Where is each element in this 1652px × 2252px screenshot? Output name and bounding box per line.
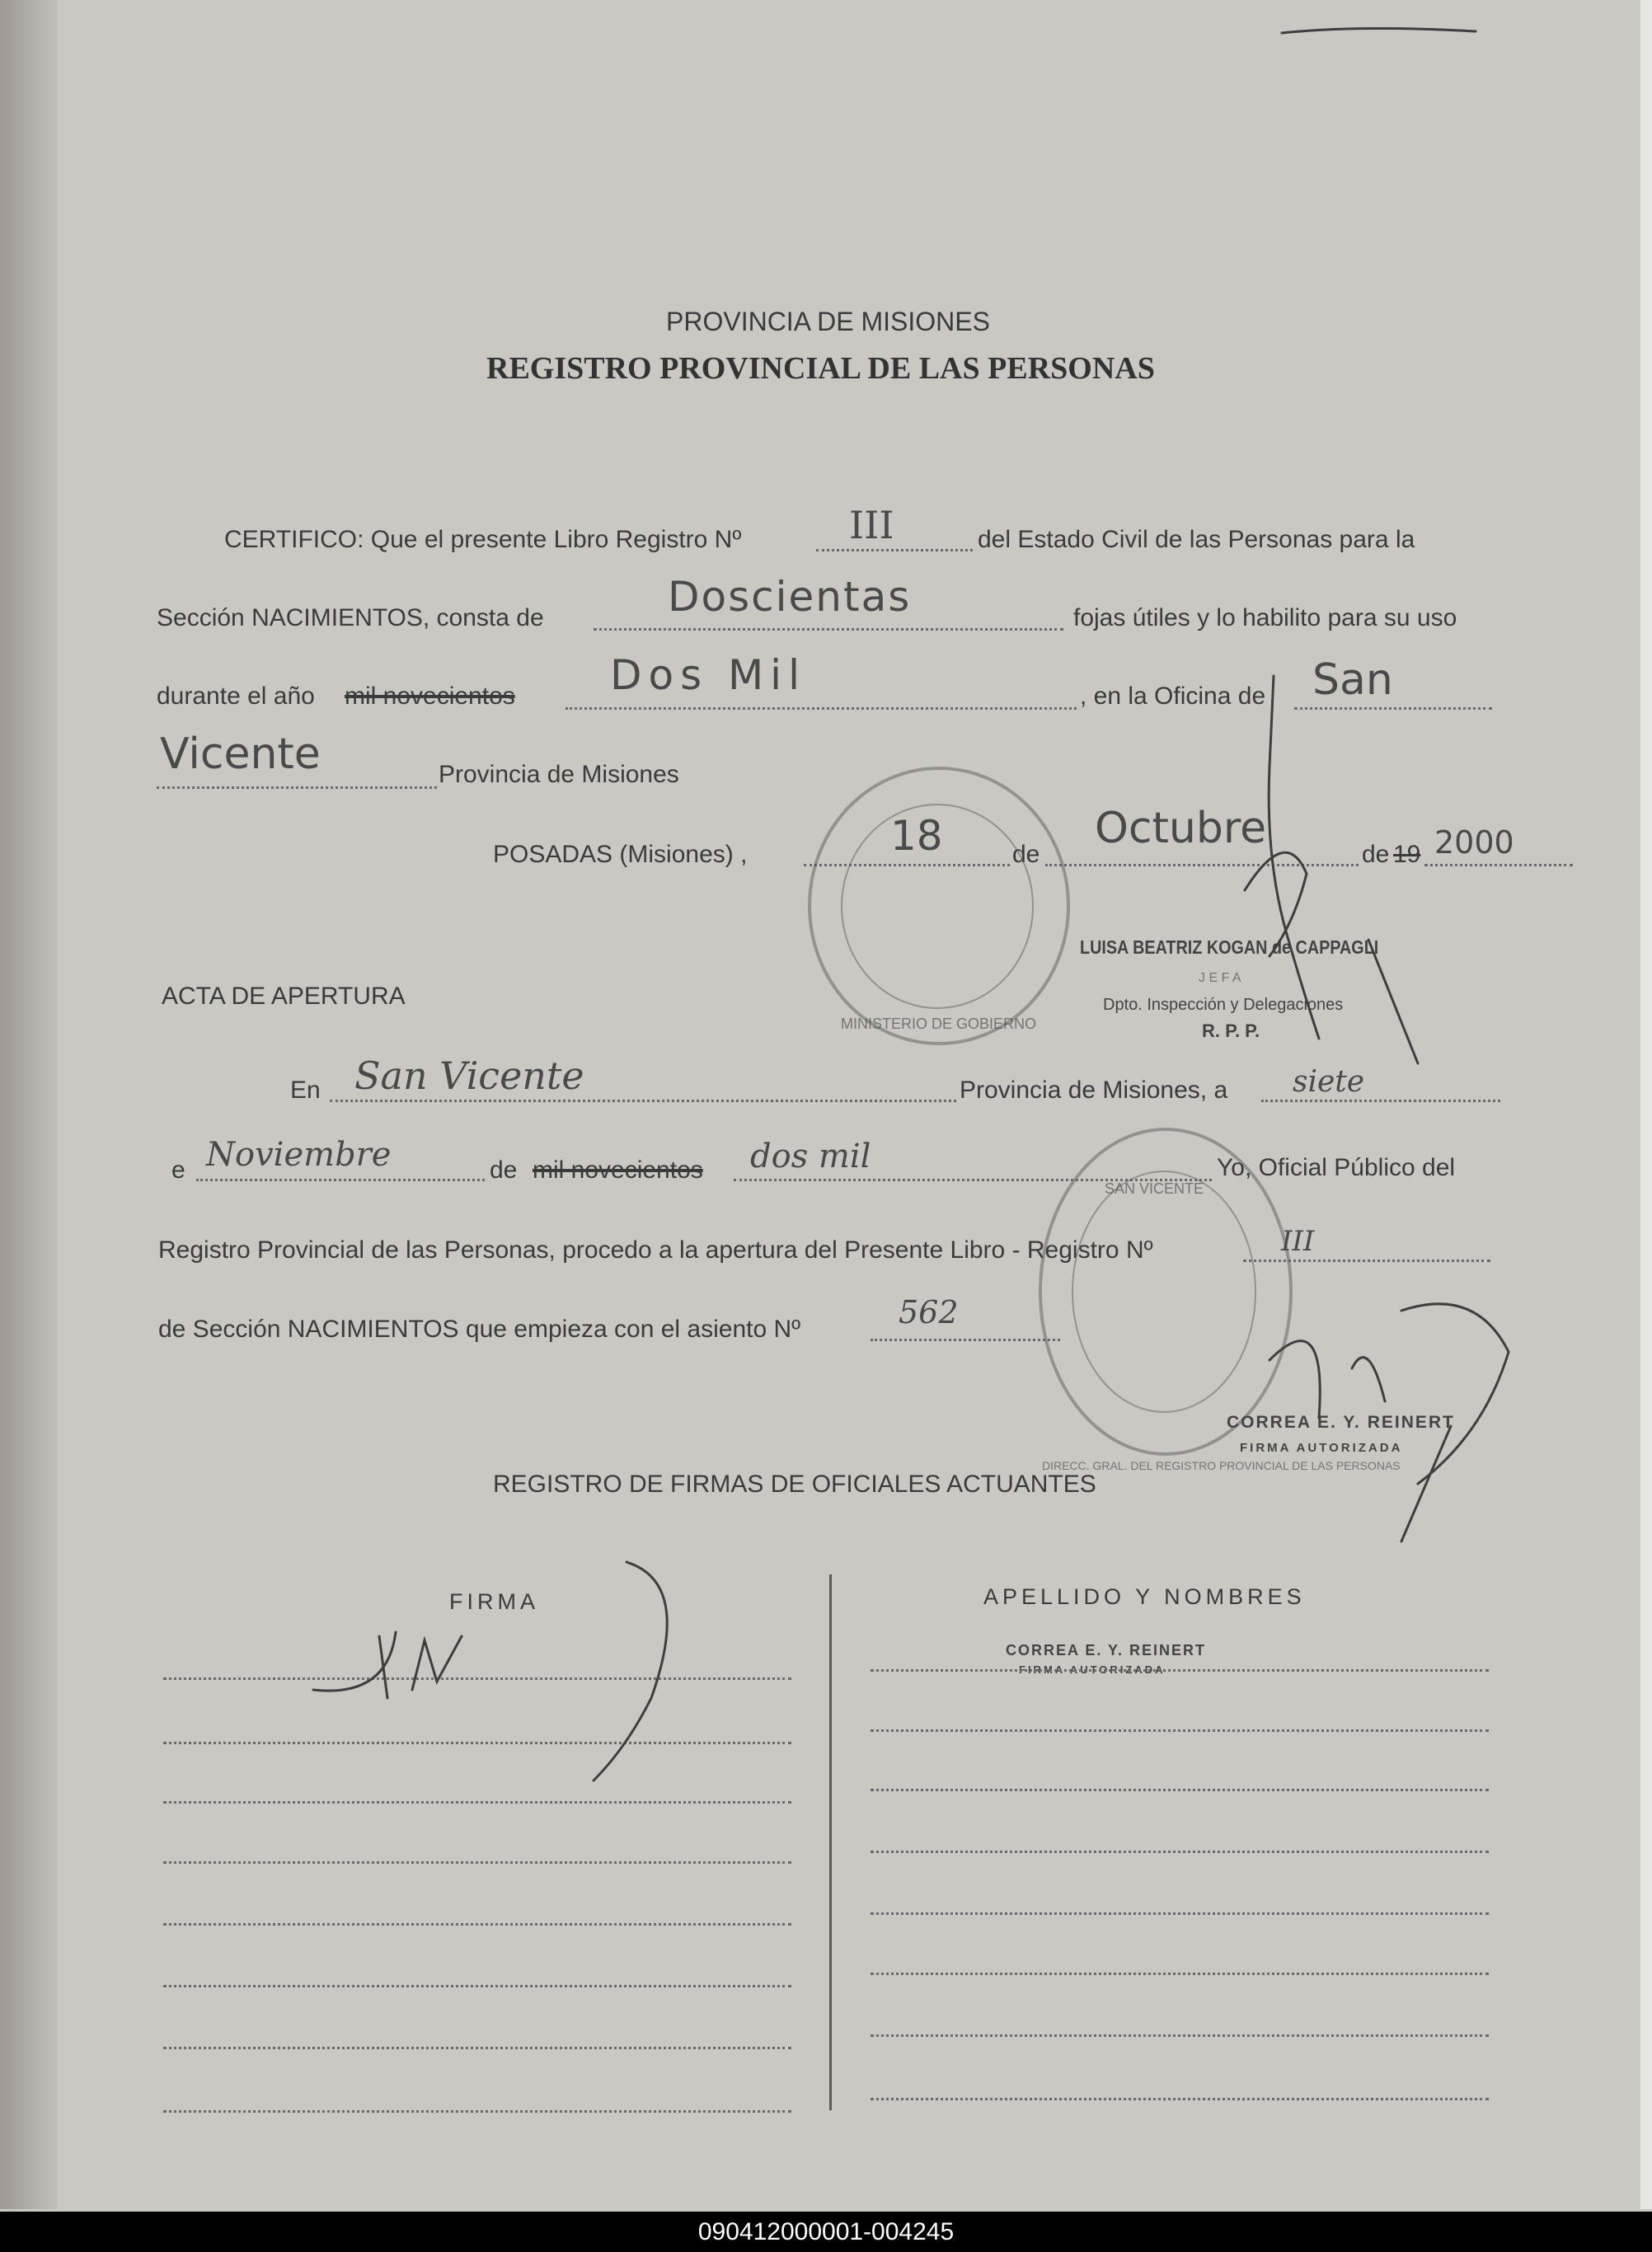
acta-registro-value: III [1281,1225,1315,1258]
office-value-b: Vicente [160,730,321,779]
acta-title: ACTA DE APERTURA [162,983,406,1010]
cert-line3-prefix: durante el año [157,683,315,710]
registry-title: REGISTRO PROVINCIAL DE LAS PERSONAS [486,351,1155,386]
acta-month-value: Noviembre [206,1136,392,1174]
signature-upper-hook [1245,852,1307,956]
official-name-stamp: LUISA BEATRIZ KOGAN de CAPPAGLI [1080,936,1379,958]
year-value: 2000 [1434,824,1514,861]
signer-stamp-caption: FIRMA AUTORIZADA [1240,1441,1403,1455]
cert-line2-suffix: fojas útiles y lo habilito para su uso [1073,604,1457,631]
acta-en: En [290,1077,321,1104]
acta-line4: de Sección NACIMIENTOS que empieza con el asiento Nº [158,1316,801,1343]
year-written-value: Dos Mil [610,651,806,699]
office-value-a: San [1312,655,1393,705]
cert-line2-prefix: Sección NACIMIENTOS, consta de [157,604,544,631]
official-role-stamp: J E F A [1199,971,1241,985]
acta-asiento-value: 562 [899,1294,959,1330]
acta-year-value: dos mil [750,1138,871,1175]
province-title: PROVINCIA DE MISIONES [666,307,990,336]
official-dept-stamp: Dpto. Inspección y Delegaciones [1103,996,1344,1014]
acta-place-value: San Vicente [354,1053,584,1098]
round-stamp-office: SAN VICENTE [1105,1180,1204,1197]
acta-de-mil: de [490,1156,518,1184]
signature-lower-tail [1401,1426,1451,1541]
cert-line1-prefix: CERTIFICO: Que el presente Libro Registro Nº [224,526,742,553]
date-de-2: de [1362,841,1390,868]
acta-yo: Yo, Oficial Público del [1217,1154,1456,1181]
signatures-title: REGISTRO DE FIRMAS DE OFICIALES ACTUANTES [493,1471,1096,1498]
round-stamp-inner-text: MINISTERIO DE GOBIERNO [841,1016,1037,1032]
signature-long-vertical [1269,676,1319,1039]
official-rpp-stamp: R. P. P. [1202,1020,1260,1041]
acta-line3: Registro Provincial de las Personas, procedo a la apertura del Presente Libro - Registro Nº [158,1236,1153,1264]
day-value: 18 [890,812,943,860]
firma-signature-stroke [379,1636,387,1698]
cert-line3-mid: , en la Oficina de [1080,683,1266,710]
place-label: POSADAS (Misiones) , [493,841,748,868]
cert-line4-suffix: Provincia de Misiones [439,761,679,788]
signer-stamp-name: CORREA E. Y. REINERT [1227,1413,1455,1432]
document-id-footer: 090412000001-004245 [0,2212,1652,2252]
struck-year-words: mil novecientos [345,683,515,710]
table-signer-name: CORREA E. Y. REINERT [1006,1642,1207,1659]
signature-lower-loop [1270,1304,1509,1484]
table-signer-caption: FIRMA AUTORIZADA [1019,1663,1166,1676]
acta-struck-mil: mil novecientos [533,1156,703,1184]
acta-de-prefix: e [171,1156,185,1184]
month-value: Octubre [1095,804,1267,853]
top-scribble [1282,28,1476,33]
date-de-1: de [1012,841,1040,868]
round-stamp-outer-text: DIRECC. GRAL. DEL REGISTRO PROVINCIAL DE LAS PERSONAS [1042,1459,1401,1472]
firma-column-header: FIRMA [449,1589,539,1614]
cert-line1-suffix: del Estado Civil de las Personas para la [978,526,1415,553]
firma-signature-loop [313,1562,667,1780]
apellido-column-header: APELLIDO Y NOMBRES [983,1584,1306,1609]
year-prefix-struck: 19 [1393,841,1421,868]
acta-prov: Provincia de Misiones, a [960,1077,1228,1104]
libro-no-value: III [849,503,894,547]
fojas-value: Doscientas [668,573,912,621]
acta-day-value: siete [1293,1065,1365,1099]
signature-diagonal [1368,940,1418,1063]
